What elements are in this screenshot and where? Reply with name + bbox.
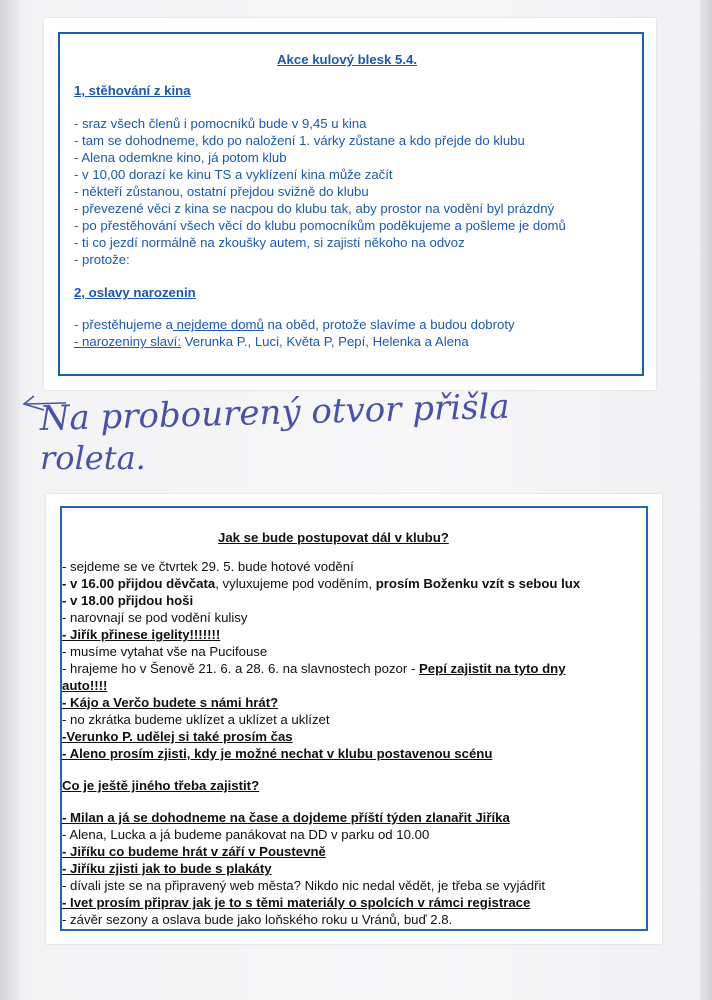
list-item: - Jiříku zjisti jak to bude s plakáty <box>62 861 272 876</box>
list-item: - v 18.00 přijdou hoši <box>62 593 194 608</box>
note-2-title: Jak se bude postupovat dál v klubu? <box>218 530 449 545</box>
section-2-heading: 2, oslavy narozenin <box>74 285 196 300</box>
list-item: auto!!!! <box>62 678 108 693</box>
list-item: - hrajeme ho v Šenově 21. 6. a 28. 6. na slavnostech pozor - Pepí zajistit na tyto dny <box>62 661 566 676</box>
list-item: - Jiřík přinese igelity!!!!!!! <box>62 627 221 642</box>
list-item: - Jiříku co budeme hrát v září v Poustevně <box>62 844 326 859</box>
list-item: - v 10,00 dorazí ke kinu TS a vyklízení kina může začít <box>74 167 393 182</box>
list-item: - narozeniny slaví: Verunka P., Luci, Květa P, Pepí, Helenka a Alena <box>74 334 469 349</box>
note-1-title: Akce kulový blesk 5.4. <box>277 52 418 67</box>
list-item: - někteří zůstanou, ostatní přejdou svižně do klubu <box>74 184 369 199</box>
list-item: - Alena, Lucka a já budeme panákovat na DD v parku od 10.00 <box>62 827 430 842</box>
list-item: - Milan a já se dohodneme na čase a dojdeme příští týden zlanařit Jiříka <box>62 810 510 825</box>
list-item: - dívali jste se na připravený web města? Nikdo nic nedal vědět, je třeba se vyjádřit <box>62 878 546 893</box>
list-item: - Ivet prosím připrav jak je to s těmi materiály o spolcích v rámci registrace <box>62 895 531 910</box>
list-item: - v 16.00 přijdou děvčata, vyluxujeme pod voděním, prosím Boženku vzít s sebou lux <box>62 576 581 591</box>
list-item: - narovnají se pod vodění kulisy <box>62 610 248 625</box>
list-item: - Aleno prosím zjisti, kdy je možné nechat v klubu postavenou scénu <box>62 746 493 761</box>
list-item: - sejdeme se ve čtvrtek 29. 5. bude hotové vodění <box>62 559 354 574</box>
list-item: - Kájo a Verčo budete s námi hrát? <box>62 695 279 710</box>
list-item: - Alena odemkne kino, já potom klub <box>74 150 287 165</box>
section-1-heading: 1, stěhování z kina <box>74 83 191 98</box>
handwriting-line-2: roleta. <box>40 439 146 477</box>
list-item: - převezené věci z kina se nacpou do klubu tak, aby prostor na vodění byl prázdný <box>74 201 555 216</box>
list-item: -Verunko P. udělej si také prosím čas <box>62 729 293 744</box>
list-item: - ti co jezdí normálně na zkoušky autem, si zajistí někoho na odvoz <box>74 235 465 250</box>
list-item: - protože: <box>74 252 130 267</box>
list-item: - no zkrátka budeme uklízet a uklízet a uklízet <box>62 712 330 727</box>
section-heading: Co je ještě jiného třeba zajistit? <box>62 778 260 793</box>
list-item: - sraz všech členů i pomocníků bude v 9,45 u kina <box>74 116 367 131</box>
pasted-note-2 <box>46 494 662 944</box>
handwriting-line-1: Na probourený otvor přišla <box>39 386 511 439</box>
list-item: - musíme vytahat vše na Pucifouse <box>62 644 268 659</box>
list-item: - přestěhujeme a nejdeme domů na oběd, protože slavíme a budou dobroty <box>74 317 515 332</box>
list-item: - závěr sezony a oslava bude jako loňského roku u Vránů, buď 2.8. <box>62 912 453 927</box>
list-item: - tam se dohodneme, kdo po naložení 1. várky zůstane a kdo přejde do klubu <box>74 133 525 148</box>
list-item: - po přestěhování všech věcí do klubu pomocníkům poděkujeme a pošleme je domů <box>74 218 566 233</box>
